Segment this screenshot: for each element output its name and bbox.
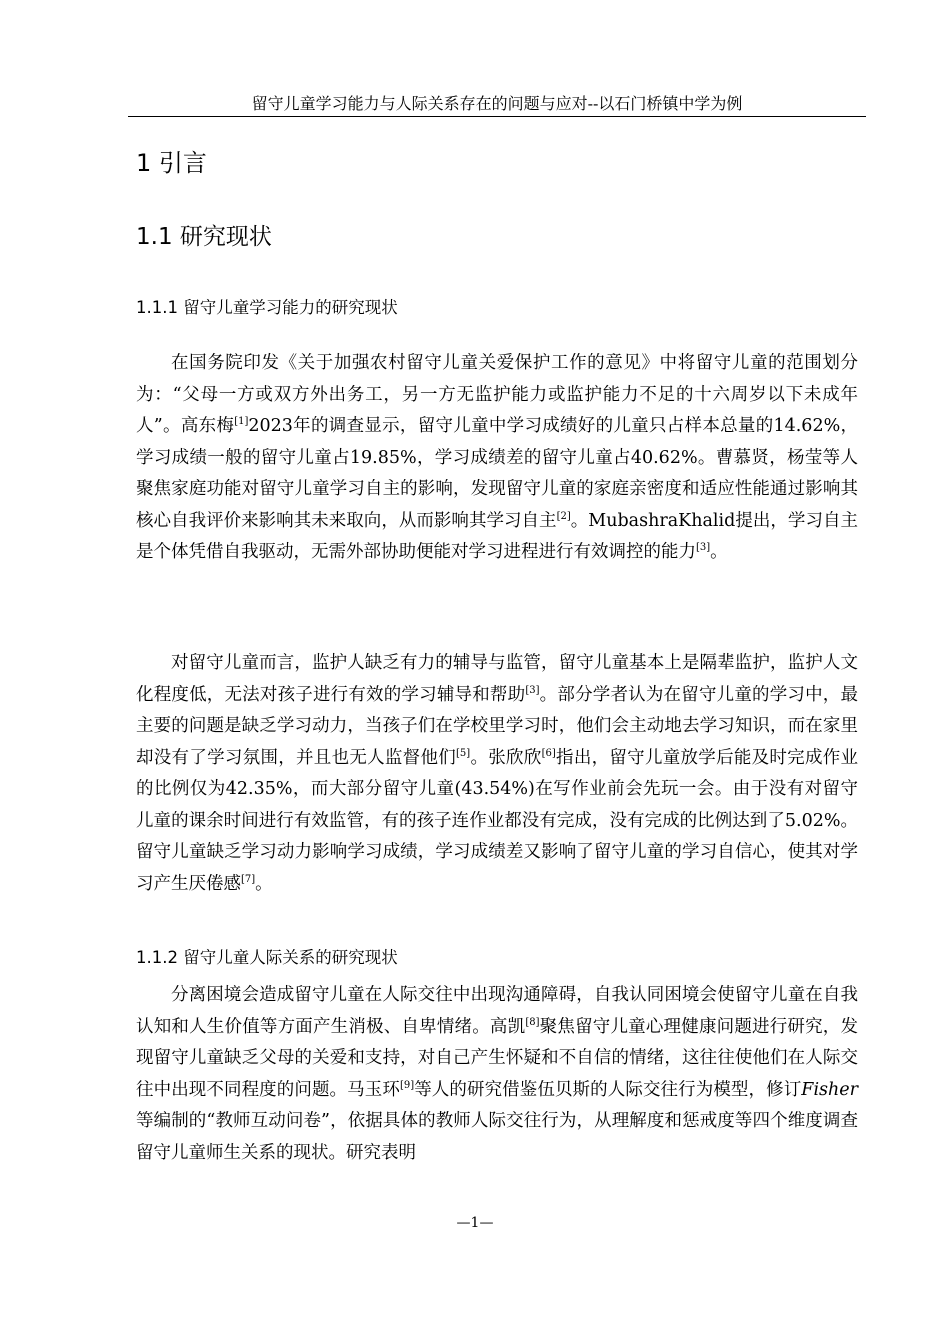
subsection-heading-2: 1.1.2 留守儿童人际关系的研究现状 — [136, 948, 398, 967]
paragraph-3 — [136, 980, 858, 1169]
paragraph-text: 对留守儿童而言，监护人缺乏有力的辅导与监管，留守儿童基本上是隔辈监护，监护人文化程度低，无法对孩子进行有效的学习辅导和帮助 — [136, 653, 858, 705]
section-heading: 1.1 研究现状 — [136, 224, 272, 250]
citation: [7] — [241, 873, 256, 885]
citation: [3] — [525, 684, 540, 696]
paragraph-text: 等编制的“教师互动问卷”，依据具体的教师人际交往行为，从理解度和惩戒度等四个维度调查留守儿童师生关系的现状。研究表明 — [136, 1111, 858, 1163]
paragraph-text: 。 — [710, 542, 728, 562]
citation: [3] — [696, 542, 711, 553]
header-rule — [128, 116, 866, 117]
citation: [5] — [456, 747, 471, 759]
paragraph-1 — [136, 348, 858, 569]
paragraph-2 — [136, 648, 858, 900]
citation: [2] — [556, 510, 571, 522]
paragraph-text: 聚焦留守儿童心理健康问题进行研究，发现留守儿童缺乏父母的关爱和支持，对自己产生怀疑和不自信的情绪，这往往使他们在人际交往中出现不同程度的问题。马玉环 — [136, 1016, 859, 1100]
citation: [6] — [541, 747, 556, 759]
italic-name: Fisher — [801, 1079, 859, 1100]
running-header: 留守儿童学习能力与人际关系存在的问题与应对--以石门桥镇中学为例 — [251, 94, 743, 113]
paragraph-text: 指出，留守儿童放学后能及时完成作业的比例仅为42.35%，而大部分留守儿童(43.54%)在写作业前会先玩一会。由于没有对留守儿童的课余时间进行有效监管，有的孩子连作业都没有完成，没有完成的比例达到了5.02%。留守儿童缺乏学习动力影响学习成绩，学习成绩差又影响了留守儿童的学习自信心，使其对学习产生厌倦感 — [136, 747, 859, 894]
paragraph-text: 。MubashraKhalid提出，学习自主是个体凭借自我驱动，无需外部协助便能对学习进程进行有效调控的能力 — [136, 510, 858, 562]
chapter-heading: 1 引言 — [136, 149, 207, 177]
citation: [9] — [399, 1079, 415, 1091]
paragraph-text: 2023年的调查显示，留守儿童中学习成绩好的儿童只占样本总量的14.62%，学习成绩一般的留守儿童占19.85%，学习成绩差的留守儿童占40.62%。曹慕贤，杨莹等人聚焦家庭功能对留守儿童学习自主的影响，发现留守儿童的家庭亲密度和适应性能通过影响其核心自我评价来影响其未来取向，从而影响其学习自主 — [136, 416, 858, 531]
subsection-heading-1: 1.1.1 留守儿童学习能力的研究现状 — [136, 298, 398, 317]
paragraph-text: 分离困境会造成留守儿童在人际交往中出现沟通障碍，自我认同困境会使留守儿童在自我认知和人生价值等方面产生消极、自卑情绪。高凯 — [136, 985, 858, 1037]
citation: [8] — [525, 1016, 540, 1028]
paragraph-text: 。部分学者认为在留守儿童的学习中，最主要的问题是缺乏学习动力，当孩子们在学校里学习时，他们会主动地去学习知识，而在家里却没有了学习氛围，并且也无人监督他们 — [136, 684, 859, 768]
paragraph-text: 。张欣欣 — [470, 747, 542, 768]
paragraph-text: 。 — [255, 873, 273, 894]
citation: [1] — [234, 416, 249, 427]
page-number: —1— — [456, 1215, 494, 1231]
paragraph-text: 在国务院印发《关于加强农村留守儿童关爱保护工作的意见》中将留守儿童的范围划分为：“父母一方或双方外出务工，另一方无监护能力或监护能力不足的十六周岁以下未成年人”。高东梅 — [136, 353, 858, 436]
paragraph-text: 等人的研究借鉴伍贝斯的人际交往行为模型，修订 — [414, 1079, 802, 1100]
